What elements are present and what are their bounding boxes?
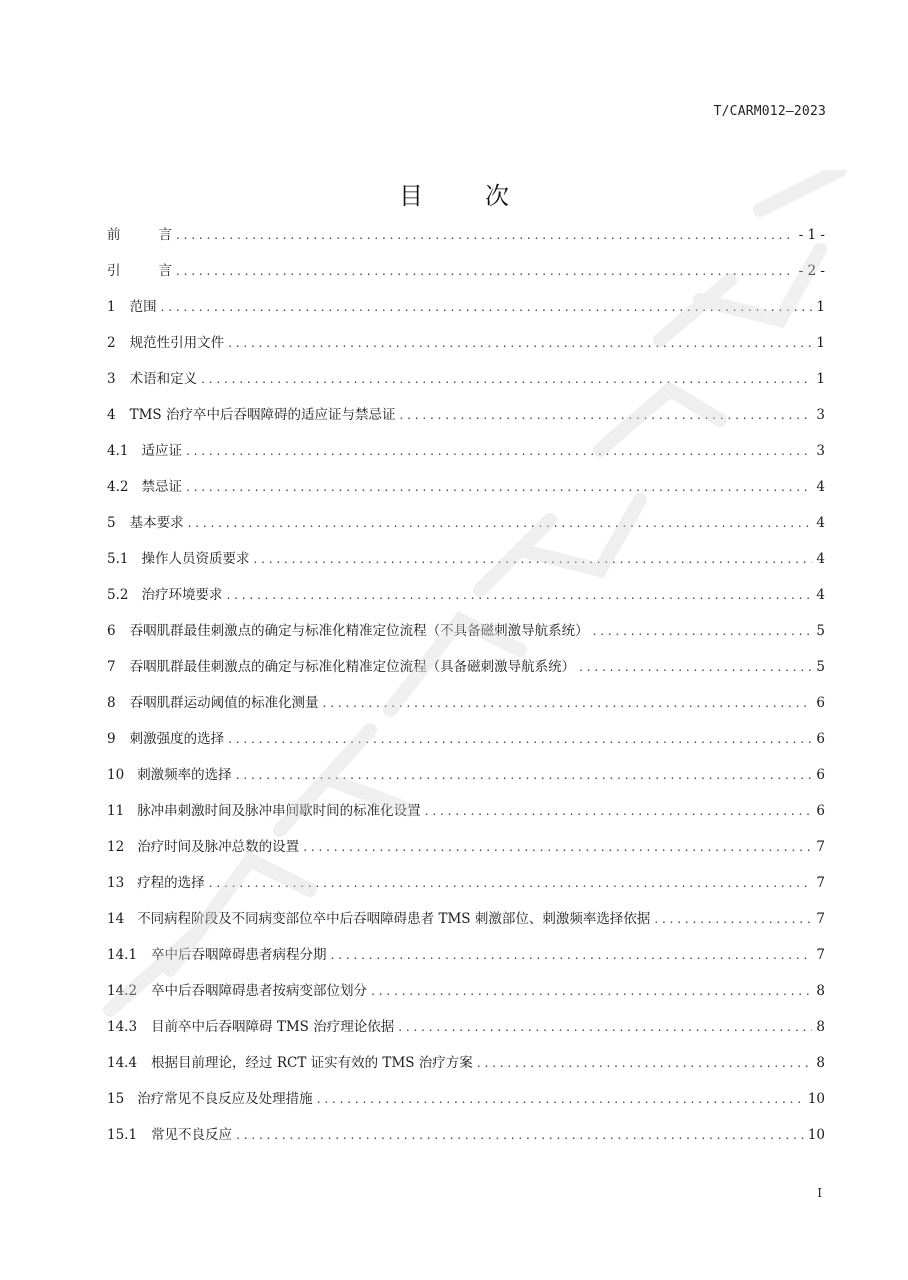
toc-entry-page: 4 bbox=[816, 551, 825, 567]
toc-dot-leader bbox=[176, 222, 795, 248]
toc-entry-label: 范围 bbox=[129, 299, 157, 315]
toc-entry-page: 3 bbox=[816, 443, 825, 459]
toc-entry-label: 吞咽肌群最佳刺激点的确定与标准化精准定位流程（不具备磁刺激导航系统） bbox=[129, 623, 589, 639]
toc-entry-label: 吞咽肌群最佳刺激点的确定与标准化精准定位流程（具备磁刺激导航系统） bbox=[129, 659, 576, 675]
toc-entry-number: 11 bbox=[107, 803, 125, 819]
toc-entry-label: 刺激频率的选择 bbox=[137, 767, 232, 783]
toc-entry-number: 8 bbox=[107, 695, 116, 711]
toc-entry-page: 1 bbox=[816, 371, 825, 387]
toc-entry-label: 吞咽肌群运动阈值的标准化测量 bbox=[129, 695, 319, 711]
toc-dot-leader bbox=[228, 330, 812, 356]
toc-entry-number: 4.1 bbox=[107, 443, 129, 459]
toc-dot-leader bbox=[201, 366, 812, 392]
toc-entry[interactable] bbox=[107, 258, 825, 294]
toc-entry[interactable] bbox=[107, 690, 825, 726]
toc-entry-number: 14.3 bbox=[107, 1019, 138, 1035]
toc-entry-label: 常见不良反应 bbox=[151, 1127, 233, 1143]
toc-entry[interactable] bbox=[107, 438, 825, 474]
toc-entry-number: 13 bbox=[107, 875, 125, 891]
toc-dot-leader bbox=[226, 582, 812, 608]
toc-entry-number: 7 bbox=[107, 659, 116, 675]
toc-entry-number: 5.2 bbox=[107, 587, 129, 603]
toc-list bbox=[107, 222, 825, 1158]
toc-entry[interactable] bbox=[107, 618, 825, 654]
toc-entry-page: - 2 - bbox=[798, 263, 825, 279]
toc-entry-page: 7 bbox=[816, 839, 825, 855]
toc-entry-number: 4 bbox=[107, 407, 116, 423]
toc-entry-page: 10 bbox=[807, 1127, 825, 1143]
toc-dot-leader bbox=[186, 438, 812, 464]
toc-title bbox=[0, 176, 908, 211]
toc-entry[interactable] bbox=[107, 1014, 825, 1050]
toc-entry[interactable] bbox=[107, 366, 825, 402]
toc-entry-number: 12 bbox=[107, 839, 125, 855]
toc-entry[interactable] bbox=[107, 1122, 825, 1158]
toc-entry-number: 14.2 bbox=[107, 983, 138, 999]
toc-entry-label: TMS 治疗卒中后吞咽障碍的适应证与禁忌证 bbox=[129, 407, 396, 423]
toc-entry-page: 7 bbox=[816, 911, 825, 927]
toc-dot-leader bbox=[371, 978, 812, 1004]
toc-dot-leader bbox=[186, 474, 812, 500]
toc-entry[interactable] bbox=[107, 1086, 825, 1122]
toc-entry-label: 操作人员资质要求 bbox=[141, 551, 250, 567]
toc-entry-number: 3 bbox=[107, 371, 116, 387]
toc-entry-number: 10 bbox=[107, 767, 125, 783]
toc-entry-page: 4 bbox=[816, 515, 825, 531]
toc-entry-label: 治疗时间及脉冲总数的设置 bbox=[137, 839, 300, 855]
toc-entry-label: 术语和定义 bbox=[129, 371, 198, 387]
toc-entry-number: 15 bbox=[107, 1091, 125, 1107]
toc-entry[interactable] bbox=[107, 582, 825, 618]
toc-entry-page: 5 bbox=[816, 623, 825, 639]
toc-entry-page: 4 bbox=[816, 587, 825, 603]
toc-entry[interactable] bbox=[107, 330, 825, 366]
toc-entry[interactable] bbox=[107, 726, 825, 762]
toc-entry-page: 8 bbox=[816, 983, 825, 999]
toc-entry-page: 5 bbox=[816, 659, 825, 675]
toc-entry-page: 6 bbox=[816, 803, 825, 819]
toc-entry[interactable] bbox=[107, 762, 825, 798]
toc-entry-number: 14.1 bbox=[107, 947, 138, 963]
toc-entry-page: 3 bbox=[816, 407, 825, 423]
toc-dot-leader bbox=[477, 1050, 813, 1076]
toc-entry[interactable] bbox=[107, 978, 825, 1014]
toc-entry-page: 4 bbox=[816, 479, 825, 495]
toc-entry-page: 8 bbox=[816, 1019, 825, 1035]
toc-entry-label: 疗程的选择 bbox=[137, 875, 205, 891]
toc-entry[interactable] bbox=[107, 474, 825, 510]
toc-entry-label: 刺激强度的选择 bbox=[129, 731, 225, 747]
toc-dot-leader bbox=[425, 798, 813, 824]
toc-entry-number: 1 bbox=[107, 299, 116, 315]
toc-entry-page: 7 bbox=[816, 947, 825, 963]
toc-entry-number: 5 bbox=[107, 515, 116, 531]
toc-entry-label: 根据目前理论，经过 RCT 证实有效的 TMS 治疗方案 bbox=[151, 1055, 473, 1071]
toc-entry-page: - 1 - bbox=[798, 227, 825, 243]
toc-dot-leader bbox=[303, 834, 812, 860]
toc-entry-number: 2 bbox=[107, 335, 116, 351]
toc-entry-number: 14 bbox=[107, 911, 125, 927]
toc-entry-page: 1 bbox=[816, 299, 825, 315]
toc-dot-leader bbox=[236, 1122, 804, 1148]
toc-dot-leader bbox=[188, 510, 813, 536]
toc-dot-leader bbox=[323, 690, 813, 716]
toc-dot-leader bbox=[654, 906, 812, 932]
toc-entry-label: 治疗环境要求 bbox=[141, 587, 223, 603]
toc-dot-leader bbox=[399, 402, 812, 428]
toc-entry-number: 14.4 bbox=[107, 1055, 138, 1071]
toc-entry-label: 不同病程阶段及不同病变部位卒中后吞咽障碍患者 TMS 刺激部位、刺激频率选择依据 bbox=[137, 911, 651, 927]
toc-entry-number: 6 bbox=[107, 623, 116, 639]
toc-entry[interactable] bbox=[107, 222, 825, 258]
toc-entry-page: 6 bbox=[816, 731, 825, 747]
toc-entry[interactable] bbox=[107, 870, 825, 906]
toc-entry[interactable] bbox=[107, 798, 825, 834]
toc-entry-page: 8 bbox=[816, 1055, 825, 1071]
toc-entry-label: 言 bbox=[158, 263, 172, 279]
toc-entry[interactable] bbox=[107, 510, 825, 546]
toc-entry-label: 言 bbox=[158, 227, 172, 243]
toc-entry[interactable] bbox=[107, 834, 825, 870]
toc-entry-label: 禁忌证 bbox=[141, 479, 182, 495]
toc-dot-leader bbox=[209, 870, 813, 896]
toc-entry[interactable] bbox=[107, 1050, 825, 1086]
toc-entry-number: 引 bbox=[107, 263, 121, 279]
toc-dot-leader bbox=[398, 1014, 812, 1040]
toc-entry-number: 5.1 bbox=[107, 551, 129, 567]
toc-entry-label: 卒中后吞咽障碍患者病程分期 bbox=[151, 947, 327, 963]
toc-entry-page: 6 bbox=[816, 767, 825, 783]
toc-entry-label: 脉冲串刺激时间及脉冲串间歇时间的标准化设置 bbox=[137, 803, 421, 819]
toc-entry[interactable] bbox=[107, 654, 825, 690]
toc-dot-leader bbox=[331, 942, 813, 968]
toc-title-left: 目 bbox=[399, 182, 423, 210]
toc-entry[interactable] bbox=[107, 294, 825, 330]
toc-dot-leader bbox=[317, 1086, 804, 1112]
toc-entry-page: 1 bbox=[816, 335, 825, 351]
toc-entry-number: 前 bbox=[107, 227, 121, 243]
toc-entry-label: 适应证 bbox=[141, 443, 182, 459]
toc-dot-leader bbox=[228, 726, 812, 752]
toc-entry[interactable] bbox=[107, 906, 825, 942]
toc-dot-leader bbox=[579, 654, 812, 680]
toc-entry-number: 4.2 bbox=[107, 479, 129, 495]
document-code: T/CARM012—2023 bbox=[713, 104, 826, 119]
toc-entry-number: 15.1 bbox=[107, 1127, 138, 1143]
toc-entry[interactable] bbox=[107, 546, 825, 582]
toc-entry-label: 规范性引用文件 bbox=[129, 335, 225, 351]
toc-entry[interactable] bbox=[107, 942, 825, 978]
toc-dot-leader bbox=[253, 546, 812, 572]
toc-entry-label: 治疗常见不良反应及处理措施 bbox=[137, 1091, 313, 1107]
page-number: I bbox=[817, 1186, 822, 1200]
toc-entry-page: 10 bbox=[807, 1091, 825, 1107]
toc-title-right: 次 bbox=[485, 182, 509, 210]
toc-entry[interactable] bbox=[107, 402, 825, 438]
toc-dot-leader bbox=[593, 618, 813, 644]
toc-entry-label: 目前卒中后吞咽障碍 TMS 治疗理论依据 bbox=[151, 1019, 395, 1035]
toc-entry-page: 6 bbox=[816, 695, 825, 711]
toc-entry-label: 基本要求 bbox=[129, 515, 184, 531]
toc-dot-leader bbox=[236, 762, 813, 788]
toc-dot-leader bbox=[161, 294, 813, 320]
toc-dot-leader bbox=[176, 258, 795, 284]
toc-entry-number: 9 bbox=[107, 731, 116, 747]
toc-entry-label: 卒中后吞咽障碍患者按病变部位划分 bbox=[151, 983, 368, 999]
toc-entry-page: 7 bbox=[816, 875, 825, 891]
